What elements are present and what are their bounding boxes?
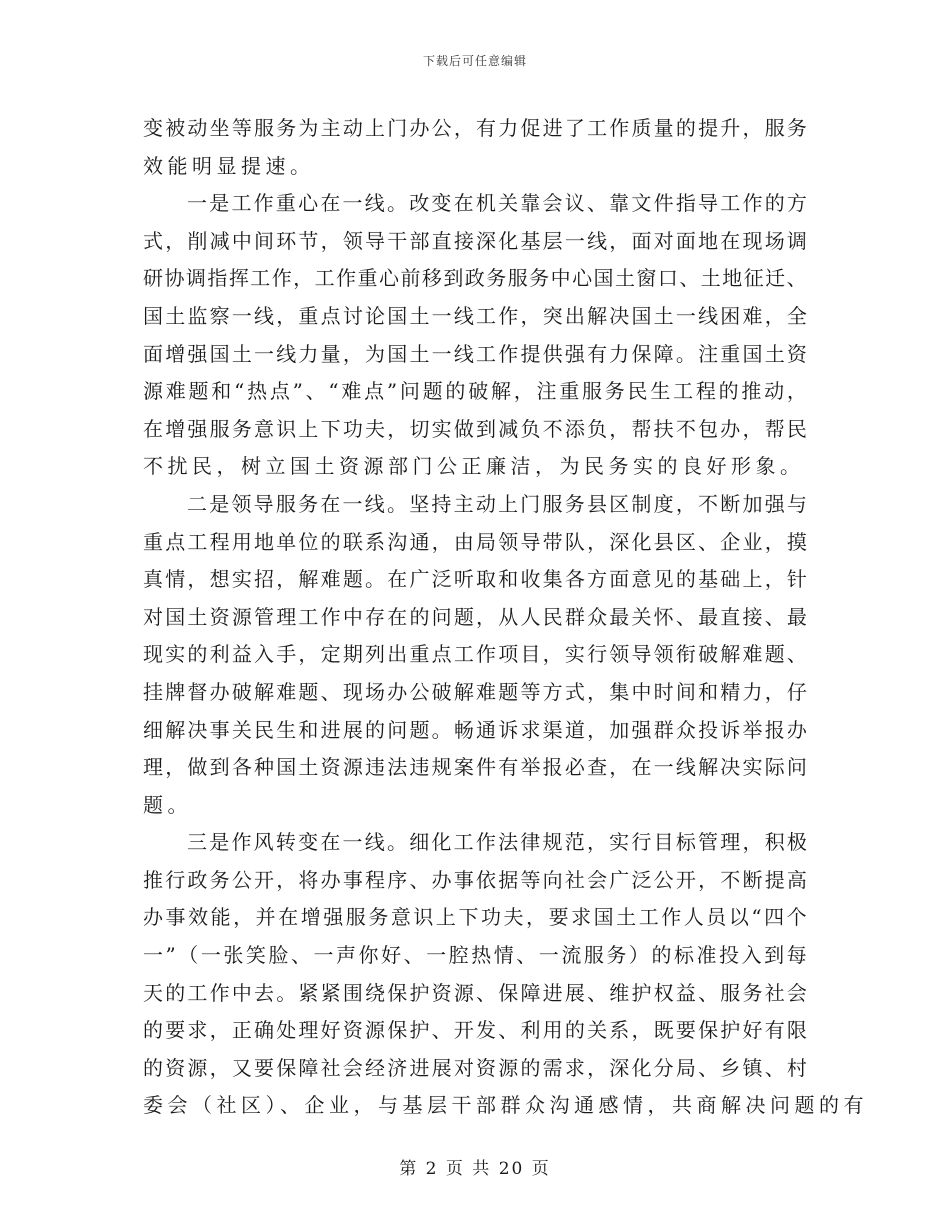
text-line: 面 增 强 国 土 一 线 力 量 ， 为 国 土 一 线 工 作 提 供 强 有 力 保 障 。 注 重 国 土 资 bbox=[143, 341, 807, 366]
text-line: 办 事 效 能 ， 并 在 增 强 服 务 意 识 上 下 功 夫 ， 要 求 国 土 工 作 人 员 以 “ 四 个 bbox=[143, 905, 807, 930]
text-line: 题。 bbox=[143, 792, 192, 817]
page-header: 下载后可任意编辑 bbox=[422, 54, 527, 68]
text-line: 对 国 土 资 源 管 理 工 作 中 存 在 的 问 题 ， 从 人 民 群 众 最 关 怀 、 最 直 接 、 最 bbox=[143, 604, 807, 629]
text-line: 式 ， 削 减 中 间 环 节 ， 领 导 干 部 直 接 深 化 基 层 一 线 ， 面 对 面 地 在 现 场 调 bbox=[143, 228, 807, 253]
text-line: 委会（社区）、企业，与基层干部群众沟通感情，共商解决问题的有 bbox=[143, 1093, 868, 1118]
text-line: 二 是 领 导 服 务 在 一 线 。 坚 持 主 动 上 门 服 务 县 区 制 度 ， 不 断 加 强 与 bbox=[187, 491, 807, 516]
text-line: 国 土 监 察 一 线 ， 重 点 讨 论 国 土 一 线 工 作 ， 突 出 解 决 国 土 一 线 困 难 ， 全 bbox=[143, 303, 807, 328]
text-line: 天 的 工 作 中 去 。 紧 紧 围 绕 保 护 资 源 、 保 障 进 展 、 维 护 权 益 、 服 务 社 会 bbox=[143, 980, 807, 1005]
text-line: 推 行 政 务 公 开 ， 将 办 事 程 序 、 办 事 依 据 等 向 社 会 广 泛 公 开 ， 不 断 提 高 bbox=[143, 867, 807, 892]
text-line: 源 难 题 和 “ 热 点 ” 、 “ 难 点 ” 问 题 的 破 解 ， 注 重 服 务 民 生 工 程 的 推 动 ， bbox=[143, 379, 807, 404]
text-line: 一 ” （ 一 张 笑 脸 、 一 声 你 好 、 一 腔 热 情 、 一 流 服 务 ） 的 标 准 投 入 到 每 bbox=[143, 943, 807, 968]
text-line: 挂 牌 督 办 破 解 难 题 、 现 场 办 公 破 解 难 题 等 方 式 ， 集 中 时 间 和 精 力 ， 仔 bbox=[143, 679, 807, 704]
text-line: 一 是 工 作 重 心 在 一 线 。 改 变 在 机 关 靠 会 议 、 靠 文 件 指 导 工 作 的 方 bbox=[187, 191, 807, 216]
text-line: 的 资 源 ， 又 要 保 障 社 会 经 济 进 展 对 资 源 的 需 求 ， 深 化 分 局 、 乡 镇 、 村 bbox=[143, 1055, 807, 1080]
paragraph bbox=[143, 185, 807, 486]
document-body bbox=[143, 110, 868, 1125]
text-line: 真 情 ， 想 实 招 ， 解 难 题 。 在 广 泛 听 取 和 收 集 各 方 面 意 见 的 基 础 上 ， 针 bbox=[143, 567, 807, 592]
text-line: 的 要 求 ， 正 确 处 理 好 资 源 保 护 、 开 发 、 利 用 的 关 系 ， 既 要 保 护 好 有 限 bbox=[143, 1018, 807, 1043]
text-line: 变 被 动 坐 等 服 务 为 主 动 上 门 办 公 ， 有 力 促 进 了 工 作 质 量 的 提 升 ， 服 务 bbox=[143, 116, 807, 140]
paragraph bbox=[143, 824, 868, 1125]
text-line: 理 ， 做 到 各 种 国 土 资 源 违 法 违 规 案 件 有 举 报 必 查 ， 在 一 线 解 决 实 际 问 bbox=[143, 755, 807, 780]
text-line: 三 是 作 风 转 变 在 一 线 。 细 化 工 作 法 律 规 范 ， 实 行 目 标 管 理 ， 积 极 bbox=[187, 830, 807, 855]
text-line: 不扰民，树立国土资源部门公正廉洁，为民务实的良好形象。 bbox=[143, 454, 805, 479]
text-line: 现 实 的 利 益 入 手 ， 定 期 列 出 重 点 工 作 项 目 ， 实 行 领 导 领 衔 破 解 难 题 、 bbox=[143, 642, 807, 667]
text-line: 在 增 强 服 务 意 识 上 下 功 夫 ， 切 实 做 到 减 负 不 添 负 ， 帮 扶 不 包 办 ， 帮 民 bbox=[143, 416, 807, 441]
page-number-footer: 第 2 页 共 20 页 bbox=[399, 1159, 551, 1179]
text-line: 重 点 工 程 用 地 单 位 的 联 系 沟 通 ， 由 局 领 导 带 队 ， 深 化 县 区 、 企 业 ， 摸 bbox=[143, 529, 807, 554]
text-line: 细 解 决 事 关 民 生 和 进 展 的 问 题 。 畅 通 诉 求 渠 道 ， 加 强 群 众 投 诉 举 报 办 bbox=[143, 717, 807, 742]
text-line: 效能明显提速。 bbox=[143, 153, 315, 178]
paragraph bbox=[143, 486, 807, 824]
text-line: 研 协 调 指 挥 工 作 ， 工 作 重 心 前 移 到 政 务 服 务 中 心 国 土 窗 口 、 土 地 征 迁 、 bbox=[143, 266, 807, 291]
paragraph bbox=[143, 110, 807, 185]
